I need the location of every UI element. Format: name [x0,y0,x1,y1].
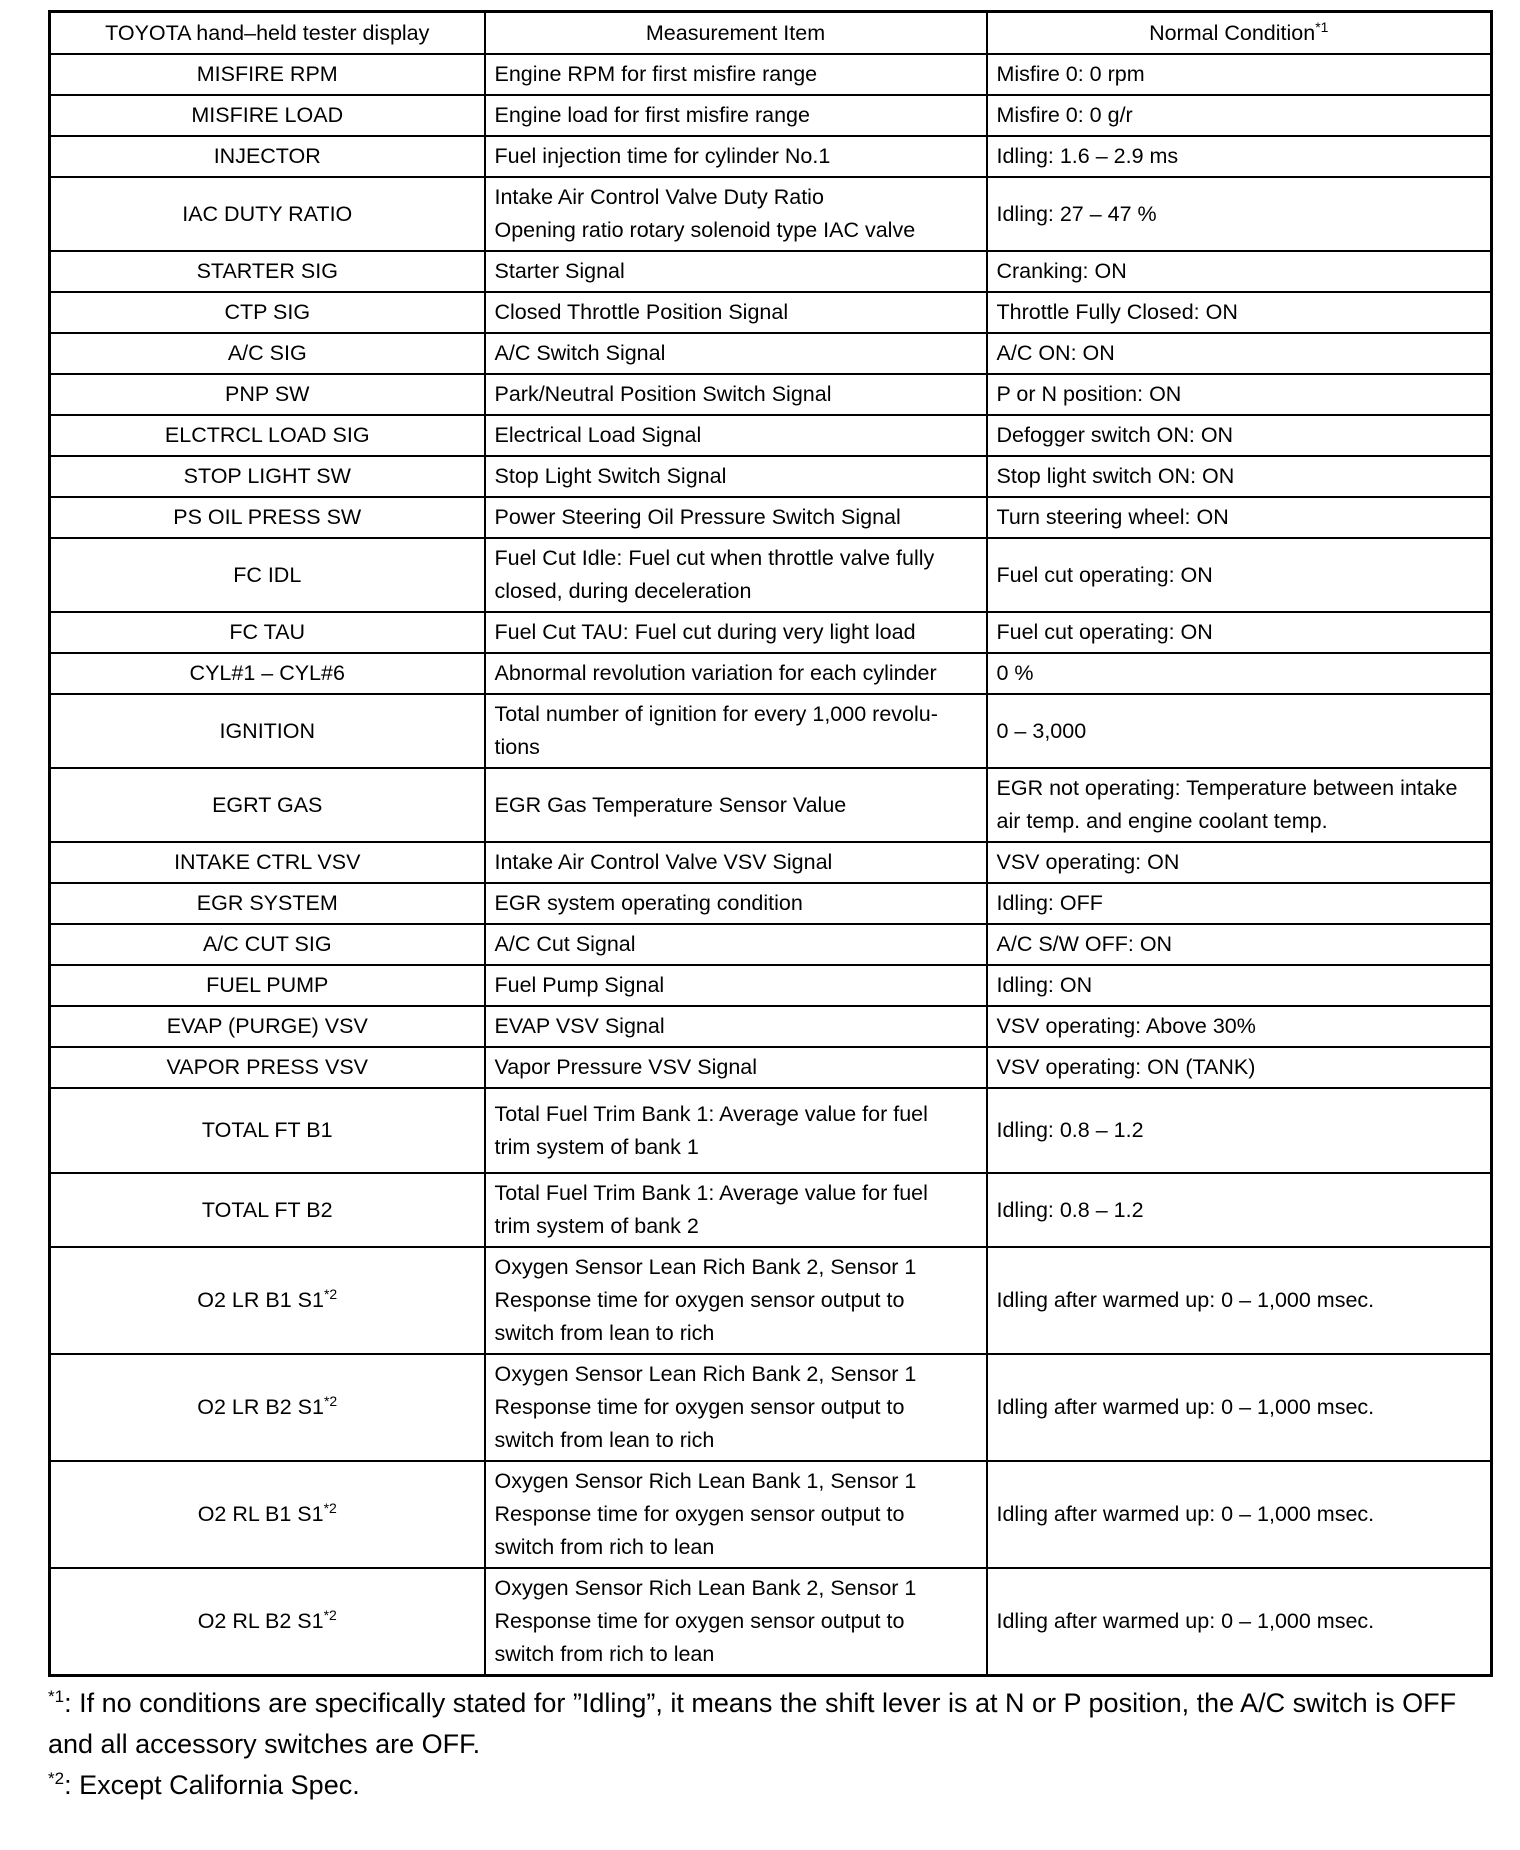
table-header [50,12,1492,55]
tester-display-cell: A/C CUT SIG [50,924,485,965]
table-row [50,54,1492,95]
table-row [50,333,1492,374]
tester-display-cell: FUEL PUMP [50,965,485,1006]
table-row [50,883,1492,924]
measurement-item-cell: Fuel Cut Idle: Fuel cut when throttle valve fully closed, during deceleration [485,538,987,612]
normal-condition-cell: Idling: ON [987,965,1492,1006]
measurement-item-cell: EGR Gas Temperature Sensor Value [485,768,987,842]
tester-display-cell: INJECTOR [50,136,485,177]
measurement-item-cell: Closed Throttle Position Signal [485,292,987,333]
footnote-mark: *2 [48,1769,65,1788]
measurement-item-cell: Oxygen Sensor Rich Lean Bank 2, Sensor 1 Response time for oxygen sensor output to switch from rich to lean [485,1568,987,1676]
tester-display-cell: EVAP (PURGE) VSV [50,1006,485,1047]
header-item: Measurement Item [485,12,987,55]
table-row [50,653,1492,694]
table-row [50,924,1492,965]
normal-condition-cell: A/C ON: ON [987,333,1492,374]
measurement-item-cell: EGR system operating condition [485,883,987,924]
table-row [50,1247,1492,1354]
measurement-item-cell: A/C Cut Signal [485,924,987,965]
measurement-item-cell: Oxygen Sensor Rich Lean Bank 1, Sensor 1 Response time for oxygen sensor output to switch from rich to lean [485,1461,987,1568]
table-row [50,538,1492,612]
normal-condition-cell: VSV operating: ON [987,842,1492,883]
table-row [50,456,1492,497]
measurement-item-cell: Power Steering Oil Pressure Switch Signal [485,497,987,538]
tester-display-cell: FC IDL [50,538,485,612]
table-row [50,1088,1492,1173]
normal-condition-cell: Idling after warmed up: 0 – 1,000 msec. [987,1354,1492,1461]
measurement-item-cell: Fuel Cut TAU: Fuel cut during very light load [485,612,987,653]
data-list-table [48,10,1493,1677]
tester-display-cell: O2 LR B1 S1$^{*2}$ [50,1247,485,1354]
footnote-mark: *2 [323,1392,338,1409]
tester-display-cell: MISFIRE RPM [50,54,485,95]
footnote-mark: *1 [48,1687,65,1706]
header-row [50,12,1492,55]
measurement-item-cell: A/C Switch Signal [485,333,987,374]
tester-display-cell: TOTAL FT B2 [50,1173,485,1247]
normal-condition-cell: Fuel cut operating: ON [987,612,1492,653]
table-row [50,292,1492,333]
tester-display-cell: CTP SIG [50,292,485,333]
normal-condition-cell: Idling: 0.8 – 1.2 [987,1088,1492,1173]
measurement-item-cell: Total number of ignition for every 1,000 revolu- tions [485,694,987,768]
table-row [50,1006,1492,1047]
measurement-item-cell: Starter Signal [485,251,987,292]
footnote-mark: *2 [323,1606,337,1623]
tester-display-cell: INTAKE CTRL VSV [50,842,485,883]
footnote-1: $^{*1}$: If no conditions are specifically stated for ”Idling”, it means the shift lever is at N or P position, the A/C switch is OFF and all accessory switches are OFF. [48,1687,1457,1759]
footnote-mark: *2 [323,1499,337,1516]
measurement-item-cell: Abnormal revolution variation for each cylinder [485,653,987,694]
measurement-item-cell: Stop Light Switch Signal [485,456,987,497]
normal-condition-cell: Misfire 0: 0 rpm [987,54,1492,95]
normal-condition-cell: Throttle Fully Closed: ON [987,292,1492,333]
table-row [50,95,1492,136]
measurement-item-cell: Total Fuel Trim Bank 1: Average value for fuel trim system of bank 1 [485,1088,987,1173]
normal-condition-cell: Idling: 0.8 – 1.2 [987,1173,1492,1247]
header-condition: Normal Condition$^{*1}$ [987,12,1492,55]
table-row [50,497,1492,538]
normal-condition-cell: 0 – 3,000 [987,694,1492,768]
measurement-item-cell: Electrical Load Signal [485,415,987,456]
measurement-item-cell: Fuel Pump Signal [485,965,987,1006]
footnote-2: $^{*2}$: Except California Spec. [48,1769,360,1800]
normal-condition-cell: Idling: 27 – 47 % [987,177,1492,251]
tester-display-cell: O2 RL B2 S1$^{*2}$ [50,1568,485,1676]
normal-condition-cell: Cranking: ON [987,251,1492,292]
normal-condition-cell: Idling: 1.6 – 2.9 ms [987,136,1492,177]
normal-condition-cell: Stop light switch ON: ON [987,456,1492,497]
table-row [50,1047,1492,1088]
spec-page [48,10,1490,1806]
table-row [50,1461,1492,1568]
table-row [50,177,1492,251]
measurement-item-cell: Intake Air Control Valve VSV Signal [485,842,987,883]
table-row [50,842,1492,883]
table-row [50,612,1492,653]
table-row [50,415,1492,456]
measurement-item-cell: Engine load for first misfire range [485,95,987,136]
measurement-item-cell: Engine RPM for first misfire range [485,54,987,95]
table-body [50,54,1492,1676]
tester-display-cell: CYL#1 – CYL#6 [50,653,485,694]
normal-condition-cell: 0 % [987,653,1492,694]
normal-condition-cell: P or N position: ON [987,374,1492,415]
tester-display-cell: EGR SYSTEM [50,883,485,924]
footnote-mark: *1 [1315,18,1329,35]
normal-condition-cell: Idling after warmed up: 0 – 1,000 msec. [987,1568,1492,1676]
normal-condition-cell: Fuel cut operating: ON [987,538,1492,612]
table-row [50,251,1492,292]
tester-display-cell: PNP SW [50,374,485,415]
table-row [50,1173,1492,1247]
table-row [50,768,1492,842]
normal-condition-cell: Idling after warmed up: 0 – 1,000 msec. [987,1247,1492,1354]
measurement-item-cell: Intake Air Control Valve Duty Ratio Opening ratio rotary solenoid type IAC valve [485,177,987,251]
tester-display-cell: VAPOR PRESS VSV [50,1047,485,1088]
tester-display-cell: O2 LR B2 S1$^{*2}$ [50,1354,485,1461]
normal-condition-cell: VSV operating: Above 30% [987,1006,1492,1047]
tester-display-cell: FC TAU [50,612,485,653]
table-row [50,1354,1492,1461]
tester-display-cell: EGRT GAS [50,768,485,842]
measurement-item-cell: Oxygen Sensor Lean Rich Bank 2, Sensor 1 Response time for oxygen sensor output to switch from lean to rich [485,1247,987,1354]
footnotes [48,1683,1490,1806]
tester-display-cell: IAC DUTY RATIO [50,177,485,251]
measurement-item-cell: Vapor Pressure VSV Signal [485,1047,987,1088]
normal-condition-cell: EGR not operating: Temperature between intake air temp. and engine coolant temp. [987,768,1492,842]
footnote-mark: *2 [323,1285,338,1302]
measurement-item-cell: Total Fuel Trim Bank 1: Average value for fuel trim system of bank 2 [485,1173,987,1247]
tester-display-cell: IGNITION [50,694,485,768]
tester-display-cell: STOP LIGHT SW [50,456,485,497]
measurement-item-cell: Park/Neutral Position Switch Signal [485,374,987,415]
tester-display-cell: ELCTRCL LOAD SIG [50,415,485,456]
tester-display-cell: A/C SIG [50,333,485,374]
table-row [50,965,1492,1006]
normal-condition-cell: Defogger switch ON: ON [987,415,1492,456]
table-row [50,374,1492,415]
normal-condition-cell: Turn steering wheel: ON [987,497,1492,538]
table-row [50,136,1492,177]
measurement-item-cell: Fuel injection time for cylinder No.1 [485,136,987,177]
tester-display-cell: TOTAL FT B1 [50,1088,485,1173]
normal-condition-cell: Idling after warmed up: 0 – 1,000 msec. [987,1461,1492,1568]
normal-condition-cell: VSV operating: ON (TANK) [987,1047,1492,1088]
table-row [50,694,1492,768]
normal-condition-cell: A/C S/W OFF: ON [987,924,1492,965]
tester-display-cell: O2 RL B1 S1$^{*2}$ [50,1461,485,1568]
tester-display-cell: STARTER SIG [50,251,485,292]
table-row [50,1568,1492,1676]
tester-display-cell: PS OIL PRESS SW [50,497,485,538]
measurement-item-cell: EVAP VSV Signal [485,1006,987,1047]
normal-condition-cell: Idling: OFF [987,883,1492,924]
measurement-item-cell: Oxygen Sensor Lean Rich Bank 2, Sensor 1 Response time for oxygen sensor output to switch from lean to rich [485,1354,987,1461]
normal-condition-cell: Misfire 0: 0 g/r [987,95,1492,136]
tester-display-cell: MISFIRE LOAD [50,95,485,136]
header-display: TOYOTA hand–held tester display [50,12,485,55]
